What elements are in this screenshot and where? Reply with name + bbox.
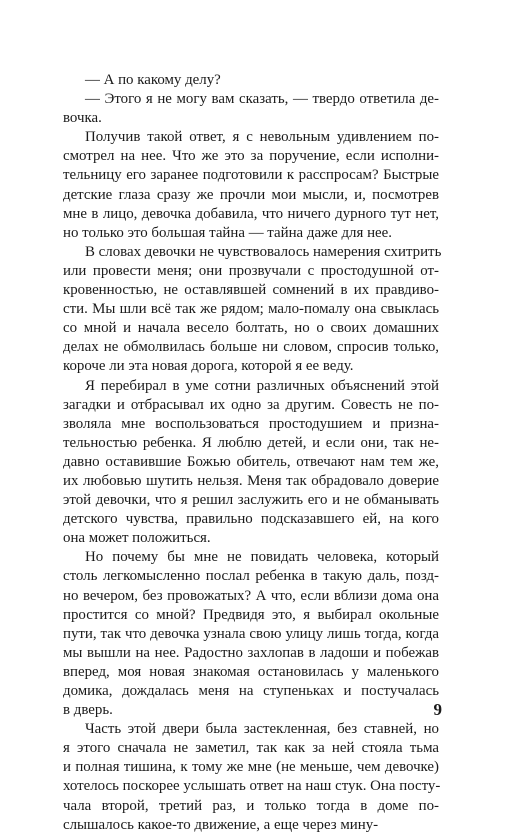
paragraph bbox=[63, 243, 442, 377]
text-line: тельностью ребенка. Я люблю детей, и если они, так не- bbox=[63, 434, 439, 451]
text-line: делах не обмолвилась больше ни словом, спросив только, bbox=[63, 339, 439, 356]
text-line: я этого сначала не заметил, так как за ней стояла тьма bbox=[63, 740, 439, 757]
text-line: давно оставившие Божью обитель, отвечают нам тем же, bbox=[63, 453, 439, 470]
text-line: или провести меня; они прозвучали с простодушной от- bbox=[63, 262, 439, 279]
text-line: этой девочки, что я решил заслужить его и не обманывать bbox=[63, 492, 439, 509]
paragraph bbox=[63, 90, 439, 128]
text-line: загадки и отбрасывал их одно за другим. Совесть не по- bbox=[63, 396, 439, 413]
text-line: В словах девочки не чувствовалось намерения схитрить bbox=[85, 243, 442, 260]
text-line: смотрел на нее. Что же это за поручение, если исполни- bbox=[63, 148, 439, 165]
text-line: но вечером, без провожатых? А что, если вблизи дома она bbox=[63, 587, 439, 604]
text-line: столь легкомысленно послал ребенка в такую даль, позд- bbox=[63, 568, 439, 585]
paragraph bbox=[63, 128, 439, 243]
text-line: детские глаза сразу же прочли мои мысли, и, посмотрев bbox=[63, 186, 439, 203]
text-line: кровенностью, не оставлявшей сомнений в их правдиво- bbox=[63, 282, 439, 299]
text-line: вочка. bbox=[63, 110, 102, 127]
text-line: — Этого я не могу вам сказать, — твердо ответила де- bbox=[85, 91, 439, 108]
paragraph bbox=[63, 71, 439, 90]
text-line: в дверь. bbox=[63, 702, 113, 719]
text-line: хотелось поскорее услышать ответ на наш стук. Она посту- bbox=[63, 778, 441, 795]
text-line: со мной и начала весело болтать, но о своих домашних bbox=[63, 320, 439, 337]
text-line: она может положиться. bbox=[63, 530, 211, 547]
text-line: детского чувства, правильно подсказавшего ей, на кого bbox=[63, 511, 439, 528]
text-line: мы вышли на нее. Радостно захлопав в ладоши и побежав bbox=[63, 644, 439, 661]
text-line: Но почему бы мне не повидать человека, который bbox=[85, 549, 439, 566]
text-line: пути, так что девочка узнала свою улицу лишь тогда, когда bbox=[63, 625, 439, 642]
text-line: короче ли эта новая дорога, которой я ее веду. bbox=[63, 358, 354, 375]
text-line: Получив такой ответ, я с невольным удивлением по- bbox=[85, 129, 439, 146]
page-number: 9 bbox=[433, 700, 442, 719]
text-line: Часть этой двери была застекленная, без ставней, но bbox=[85, 721, 439, 738]
text-line: домика, дождалась меня на ступеньках и постучалась bbox=[63, 683, 439, 699]
text-line: сти. Мы шли всё так же рядом; мало-помалу она свыклась bbox=[63, 301, 439, 318]
text-line: их любовью шутить нельзя. Меня так обрадовало доверие bbox=[63, 472, 439, 489]
text-line: простится со мной? Предвидя это, я выбирал окольные bbox=[63, 606, 439, 623]
paragraph bbox=[63, 720, 439, 835]
text-line: мне в лицо, девочка добавила, что ничего дурного тут нет, bbox=[63, 205, 439, 222]
text-line: чала второй, третий раз, и только тогда в доме по- bbox=[63, 797, 439, 814]
body-text bbox=[63, 71, 442, 835]
text-line: но только это большая тайна — тайна даже для нее. bbox=[63, 224, 392, 241]
text-line: — А по какому делу? bbox=[85, 72, 221, 88]
paragraph bbox=[63, 548, 439, 720]
text-line: слышалось какое-то движение, а еще через мину- bbox=[63, 816, 379, 833]
paragraph bbox=[63, 377, 439, 549]
text-line: тельницу его заранее подготовили к расспросам? Быстрые bbox=[63, 167, 439, 184]
text-line: зволяла мне воспользоваться простодушием и призна- bbox=[63, 415, 439, 432]
text-line: и полная тишина, к тому же мне (не меньше, чем девочке) bbox=[63, 759, 439, 776]
text-line: Я перебирал в уме сотни различных объяснений этой bbox=[85, 377, 439, 394]
text-line: вперед, моя новая знакомая остановилась у маленького bbox=[63, 663, 439, 680]
